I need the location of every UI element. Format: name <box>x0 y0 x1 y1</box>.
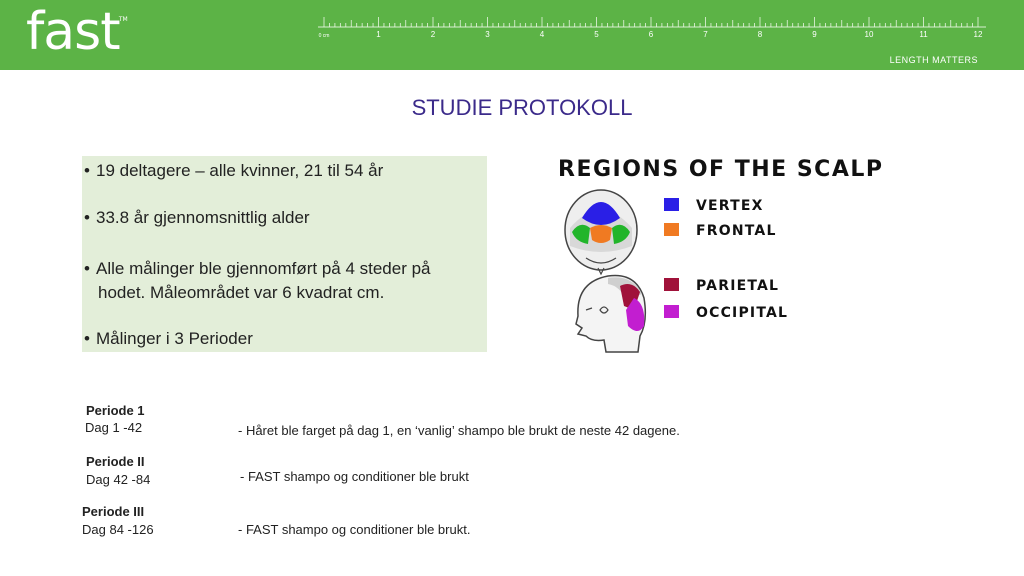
legend-label-vertex: VERTEX <box>696 198 764 214</box>
legend-swatch-parietal <box>664 278 679 291</box>
ruler-label: 2 <box>430 30 436 39</box>
bullet-average-age: • 33.8 år gjennomsnittlig alder <box>84 208 310 227</box>
header-bar <box>0 0 1024 70</box>
scalp-regions-figure <box>548 150 888 360</box>
bullet-periods: • Målinger i 3 Perioder <box>84 329 253 348</box>
bullet-participants: • 19 deltagere – alle kvinner, 21 til 54 år <box>84 161 384 180</box>
period-2-description: - FAST shampo og conditioner ble brukt <box>240 469 469 484</box>
legend-label-occipital: OCCIPITAL <box>696 305 789 321</box>
top-view-head <box>565 190 637 274</box>
ruler-graphic <box>318 10 986 40</box>
ruler-label: 12 <box>973 30 983 39</box>
period-2-name: Periode II <box>86 454 145 469</box>
legend-label-frontal: FRONTAL <box>696 223 777 239</box>
bullet-text: Målinger i 3 Perioder <box>96 329 253 348</box>
bullet-measurements: • Alle målinger ble gjennomført på 4 steder på <box>84 259 431 278</box>
ruler-label: 11 <box>919 30 928 39</box>
ruler-label: 7 <box>703 30 708 39</box>
tagline: LENGTH MATTERS <box>889 55 978 65</box>
ruler-label: 10 <box>864 30 874 39</box>
period-1-description: - Håret ble farget på dag 1, en ‘vanlig’ shampo ble brukt de neste 42 dagene. <box>238 423 680 438</box>
period-1-range: Dag 1 -42 <box>85 420 143 435</box>
ruler-label: 9 <box>812 30 817 39</box>
period-1-name: Periode 1 <box>86 403 145 418</box>
scalp-figure-title: REGIONS OF THE SCALP <box>558 157 884 182</box>
ruler-label: 5 <box>594 30 599 39</box>
period-3-range: Dag 84 -126 <box>82 522 154 537</box>
ruler-label: 0 cm <box>318 33 330 39</box>
logo-trademark: TM <box>118 16 128 23</box>
logo-text: fast <box>26 2 120 62</box>
legend-swatch-occipital <box>664 305 679 318</box>
page-title: STUDIE PROTOKOLL <box>411 95 633 120</box>
legend-label-parietal: PARIETAL <box>696 278 780 294</box>
period-3-name: Periode III <box>82 504 145 519</box>
ruler-label: 6 <box>648 30 654 39</box>
bullet-text: Alle målinger ble gjennomført på 4 steder på <box>96 259 431 278</box>
bullet-text: 19 deltagere – alle kvinner, 21 til 54 år <box>96 161 384 180</box>
period-2-range: Dag 42 -84 <box>86 472 151 487</box>
legend-swatch-frontal <box>664 223 679 236</box>
fast-logo <box>26 2 128 62</box>
side-view-head <box>576 275 645 352</box>
period-3-description: - FAST shampo og conditioner ble brukt. <box>238 522 471 537</box>
ruler-label: 4 <box>539 30 545 39</box>
bullet-measurements-continued <box>98 280 384 306</box>
ruler-label: 1 <box>376 30 381 39</box>
legend-swatch-vertex <box>664 198 679 211</box>
ruler-label: 8 <box>757 30 763 39</box>
bullet-text: 33.8 år gjennomsnittlig alder <box>96 208 310 227</box>
ruler-label: 3 <box>485 30 490 39</box>
bullet-text: hodet. Måleområdet var 6 kvadrat cm. <box>98 283 385 302</box>
bullet-box <box>82 156 487 352</box>
